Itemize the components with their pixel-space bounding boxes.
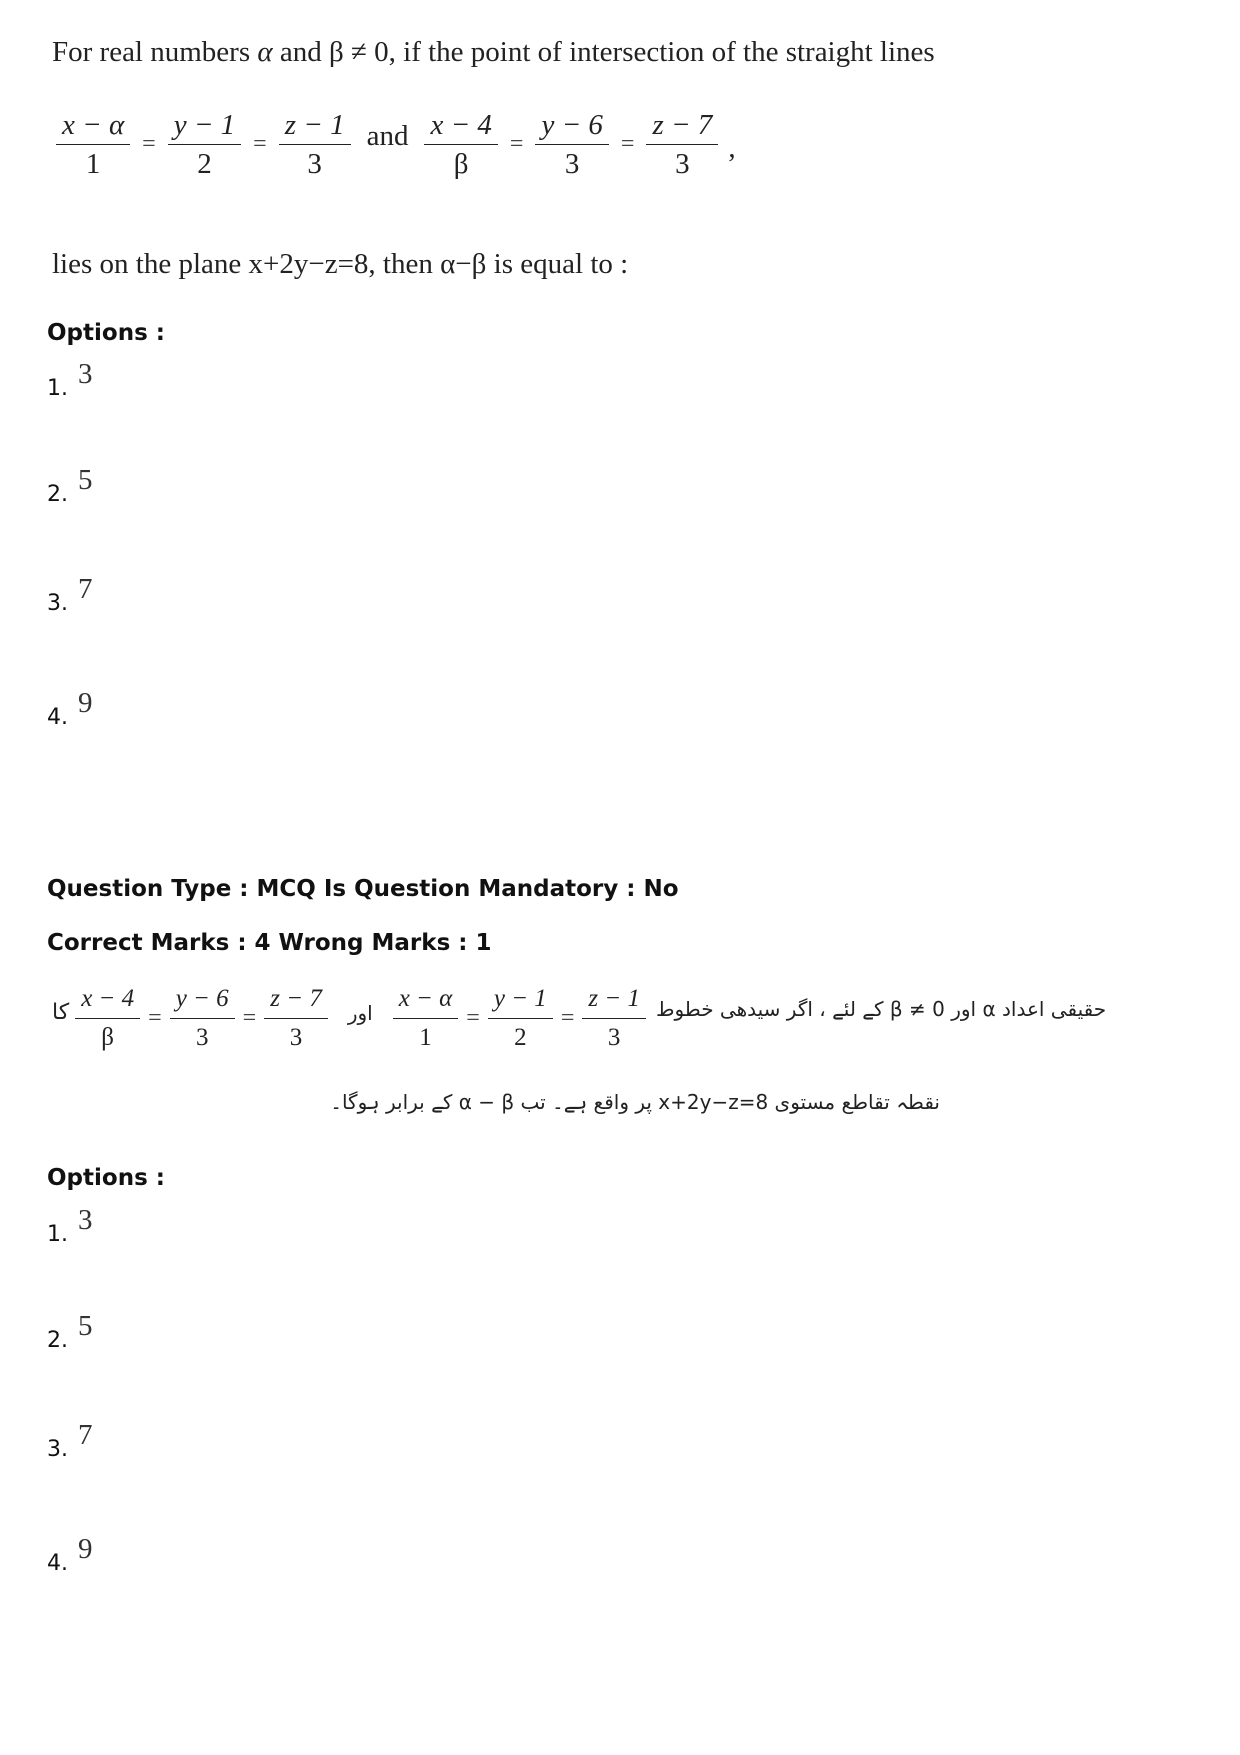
- fraction: [488, 982, 553, 1055]
- options-heading: Options :: [47, 1165, 165, 1191]
- numerator: x − α: [393, 982, 459, 1019]
- numerator: z − 7: [264, 982, 328, 1019]
- denominator: 1: [85, 148, 101, 180]
- question-text-line3: lies on the plane x+2y−z=8, then α−β is equal to :: [52, 248, 629, 280]
- numerator: x − α: [56, 108, 130, 145]
- fraction: [646, 108, 718, 181]
- question-text-part: For real numbers: [52, 36, 258, 68]
- equals-sign: =: [509, 131, 524, 157]
- option-value: 5: [78, 1310, 93, 1342]
- option-number: 2.: [47, 482, 68, 507]
- question-text-part: and β ≠ 0, if the point of intersection of the straight lines: [272, 36, 935, 68]
- option-2[interactable]: [47, 464, 93, 509]
- option-3[interactable]: [47, 573, 93, 618]
- option-4[interactable]: [47, 687, 93, 732]
- urdu-word-ka: کا: [52, 1000, 70, 1025]
- denominator: 3: [675, 148, 690, 180]
- denominator: β: [453, 148, 469, 180]
- option-number: 3.: [47, 591, 68, 616]
- fraction: [582, 982, 646, 1055]
- and-word: and: [366, 120, 409, 152]
- question-type-line: Question Type : MCQ Is Question Mandatory : No: [47, 876, 679, 902]
- fraction: [170, 982, 235, 1055]
- question-text-line1: [52, 36, 935, 69]
- fraction: [424, 108, 497, 181]
- numerator: z − 7: [646, 108, 718, 145]
- comma: ,: [728, 132, 736, 164]
- numerator: z − 1: [279, 108, 351, 145]
- denominator: 3: [195, 1024, 209, 1051]
- option-4[interactable]: [47, 1533, 93, 1578]
- equals-sign: =: [242, 1005, 257, 1031]
- denominator: 1: [419, 1024, 432, 1051]
- equation-row-urdu: [52, 982, 1106, 1055]
- option-number: 1.: [47, 1222, 68, 1247]
- equals-sign: =: [560, 1005, 575, 1031]
- numerator: y − 1: [488, 982, 553, 1019]
- option-number: 3.: [47, 1437, 68, 1462]
- option-number: 4.: [47, 705, 68, 730]
- option-value: 7: [78, 573, 93, 605]
- option-2[interactable]: [47, 1310, 93, 1355]
- option-1[interactable]: [47, 358, 93, 403]
- numerator: x − 4: [424, 108, 497, 145]
- option-number: 4.: [47, 1551, 68, 1576]
- equals-sign: =: [466, 1005, 480, 1031]
- option-value: 5: [78, 464, 93, 496]
- denominator: 2: [514, 1024, 527, 1051]
- numerator: y − 1: [168, 108, 241, 145]
- equals-sign: =: [620, 131, 635, 157]
- denominator: β: [101, 1024, 115, 1051]
- fraction: [393, 982, 459, 1055]
- fraction: [264, 982, 328, 1055]
- urdu-question-prefix: حقیقی اعداد α اور β ≠ 0 کے لئے ، اگر سیدھی خطوط: [655, 996, 1107, 1021]
- option-1[interactable]: [47, 1204, 93, 1249]
- numerator: z − 1: [582, 982, 646, 1019]
- numerator: y − 6: [535, 108, 608, 145]
- option-3[interactable]: [47, 1419, 93, 1464]
- denominator: 3: [307, 148, 322, 180]
- fraction: [75, 982, 140, 1055]
- equals-sign: =: [142, 131, 156, 157]
- option-value: 7: [78, 1419, 93, 1451]
- alpha-symbol: α: [257, 36, 273, 68]
- denominator: 2: [197, 148, 212, 180]
- option-value: 3: [78, 358, 93, 390]
- equals-sign: =: [253, 131, 267, 157]
- numerator: x − 4: [75, 982, 140, 1019]
- fraction: [168, 108, 241, 181]
- urdu-word-and: اور: [347, 1000, 373, 1025]
- fraction: [279, 108, 351, 181]
- denominator: 3: [607, 1024, 621, 1051]
- fraction: [56, 108, 130, 181]
- fraction: [535, 108, 608, 181]
- marks-line: Correct Marks : 4 Wrong Marks : 1: [47, 930, 492, 956]
- option-number: 1.: [47, 376, 68, 401]
- equals-sign: =: [148, 1005, 162, 1031]
- urdu-question-line2: نقطہ تقاطع مستوی x+2y−z=8 پر واقع ہے۔ تب α − β کے برابر ہوگا۔: [330, 1090, 940, 1114]
- denominator: 3: [564, 148, 580, 180]
- option-number: 2.: [47, 1328, 68, 1353]
- option-value: 3: [78, 1204, 93, 1236]
- numerator: y − 6: [170, 982, 235, 1019]
- options-heading: Options :: [47, 320, 165, 346]
- equation-row-english: [46, 108, 742, 181]
- denominator: 3: [289, 1024, 303, 1051]
- option-value: 9: [78, 687, 93, 719]
- option-value: 9: [78, 1533, 93, 1565]
